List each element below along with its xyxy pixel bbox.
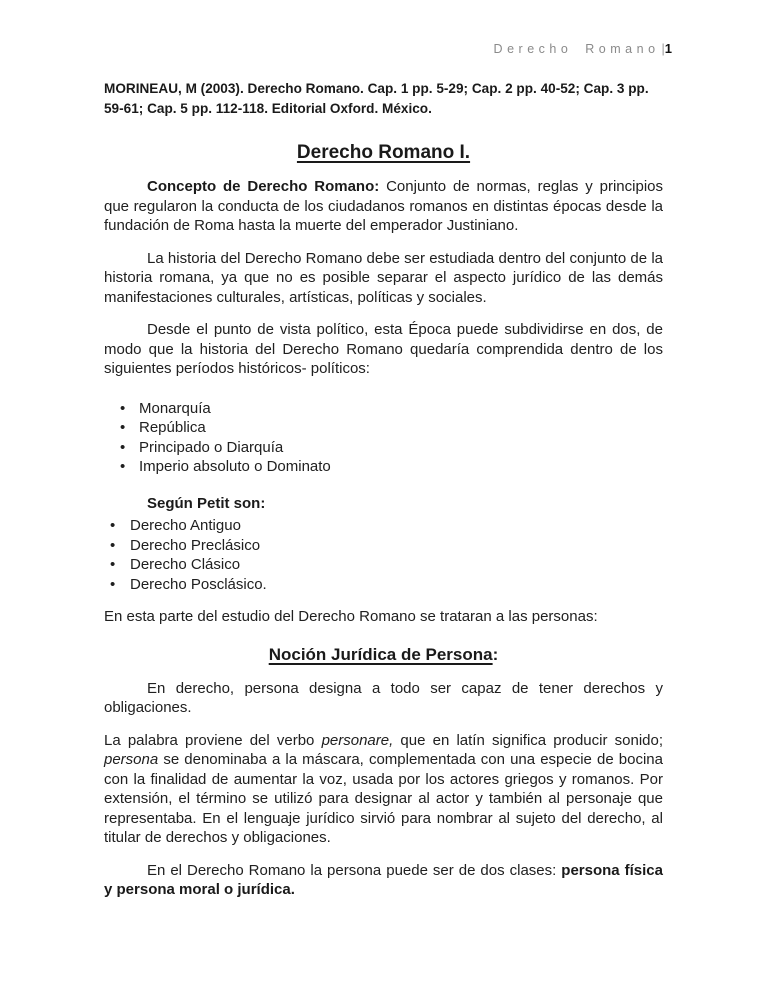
petit-list <box>104 516 663 594</box>
citation: MORINEAU, M (2003). Derecho Romano. Cap. 1 pp. 5-29; Cap. 2 pp. 40-52; Cap. 3 pp. 59-61; Cap. 5 pp. 112-118. Editorial Oxford. México. <box>104 81 649 116</box>
list-item-derecho-antiguo: • Derecho Antiguo <box>104 516 663 536</box>
personare-seg5: se denominaba a la máscara, complementada con una especie de bocina con la finalidad de aumentar la voz, usada por los actores griegos y romanos. Por extensión, el término se utilizó para designar al actor y también al personaje que representaba. En el lenguaje jurídico sirvió para nombrar al sujeto del derecho, al titular de derechos y obligaciones. <box>104 751 663 846</box>
petit-heading: Según Petit son: <box>147 494 266 512</box>
persona-term: persona <box>104 751 159 768</box>
document-body <box>104 79 663 900</box>
concepto-lead: Concepto de Derecho Romano: <box>147 178 380 195</box>
paragraph-personare <box>104 731 663 848</box>
document-title: Derecho Romano I. <box>296 142 471 163</box>
personare-seg3: que en latín significa producir sonido; <box>393 731 664 749</box>
running-title: Derecho Romano <box>493 42 660 56</box>
list-item-derecho-preclasico: • Derecho Preclásico <box>104 536 663 556</box>
section-title-colon: : <box>492 644 499 664</box>
clases-text: En el Derecho Romano la persona puede ser de dos clases: <box>147 861 562 879</box>
header-separator: | <box>661 42 665 56</box>
paragraph-clases <box>104 861 663 900</box>
paragraph-historia: La historia del Derecho Romano debe ser estudiada dentro del conjunto de la historia romana, ya que no es posible separar el aspecto jurídico de las demás manifestaciones culturales, artísticas, políticas y sociales. <box>104 249 663 306</box>
paragraph-concepto <box>104 177 663 236</box>
page-number: 1 <box>664 41 672 56</box>
concepto-text: Conjunto de normas, reglas y principios que regularon la conducta de los ciudadanos romanos en distintas épocas desde la fundación de Roma hasta la muerte del emperador Justiniano. <box>104 178 663 234</box>
periodos-list <box>104 399 663 477</box>
paragraph-periodos-intro: Desde el punto de vista político, esta Época puede subdividirse en dos, de modo que la historia del Derecho Romano quedaría comprendida dentro de los siguientes períodos históricos- políticos: <box>104 321 663 377</box>
list-item-republica: • República <box>104 418 663 438</box>
page-header <box>0 0 768 56</box>
personare-seg1: La palabra proviene del verbo <box>104 731 322 749</box>
list-item-derecho-posclasico: • Derecho Posclásico. <box>104 575 663 595</box>
list-item-derecho-clasico: • Derecho Clásico <box>104 555 663 575</box>
paragraph-personas-intro: En esta parte del estudio del Derecho Romano se trataran a las personas: <box>104 608 598 625</box>
personare-term: personare, <box>321 731 394 749</box>
list-item-imperio: • Imperio absoluto o Dominato <box>104 457 663 477</box>
clases-bold: persona física y persona moral o jurídica. <box>104 861 663 898</box>
section-title-nocion: Noción Jurídica de Persona: <box>268 644 499 664</box>
paragraph-definicion: En derecho, persona designa a todo ser capaz de tener derechos y obligaciones. <box>104 679 663 716</box>
list-item-principado: • Principado o Diarquía <box>104 438 663 458</box>
list-item-monarquia: • Monarquía <box>104 399 663 419</box>
